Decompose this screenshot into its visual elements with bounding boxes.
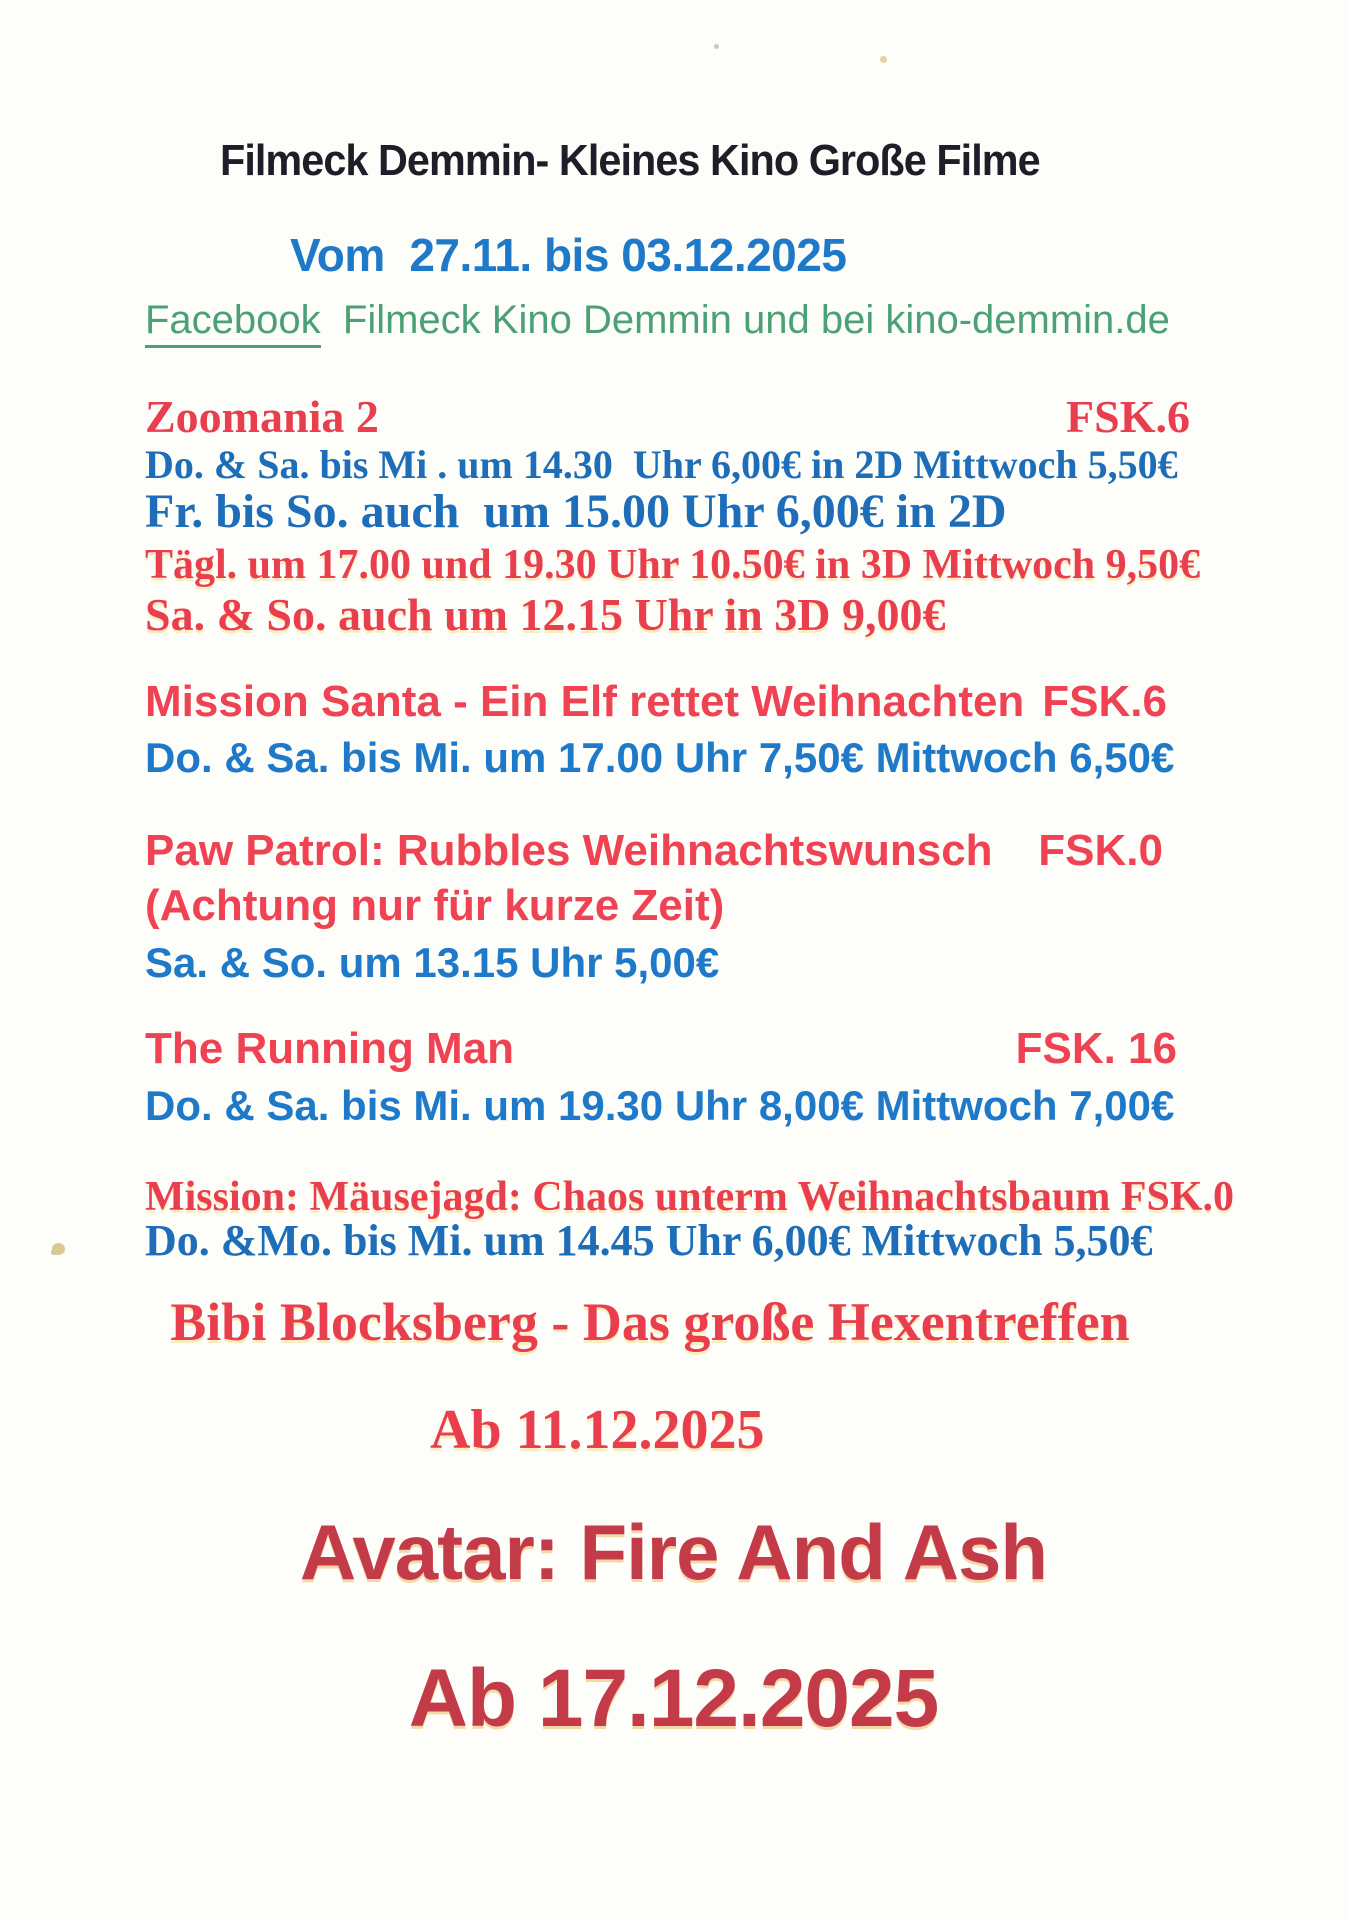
fsk-badge: FSK. 16 [1015,1024,1177,1073]
facebook-text: Filmeck Kino Demmin und bei kino-demmin.de [320,298,1170,342]
fsk-badge: FSK.6 [1066,391,1190,442]
upcoming-title-avatar: Avatar: Fire And Ash [299,1508,1048,1596]
page-title: Filmeck Demmin- Kleines Kino Große Filme [220,136,1040,185]
fsk-badge: FSK.6 [1042,677,1167,726]
movie-title-row-paw-patrol [145,826,1163,875]
date-range: Vom 27.11. bis 03.12.2025 [290,229,847,281]
scan-speck [880,56,887,63]
upcoming-start-date: Ab 11.12.2025 [430,1399,765,1461]
facebook-line [145,300,1170,340]
movie-title-row-maeusejagd: Mission: Mäusejagd: Chaos unterm Weihnachtsbaum FSK.0 [145,1174,1235,1220]
showtime-line: Do. & Sa. bis Mi. um 19.30 Uhr 8,00€ Mittwoch 7,00€ [145,1082,1175,1129]
showtime-line: Fr. bis So. auch um 15.00 Uhr 6,00€ in 2D [145,485,1007,538]
fsk-badge: FSK.0 [1038,826,1163,875]
showtime-line: Do. & Sa. bis Mi. um 17.00 Uhr 7,50€ Mittwoch 6,50€ [145,734,1175,781]
movie-title: Mission Santa - Ein Elf rettet Weihnachten [145,677,1025,726]
movie-title: Paw Patrol: Rubbles Weihnachtswunsch [145,826,993,875]
movie-title-row-zoomania [145,391,1190,442]
showtime-line: Sa. & So. auch um 12.15 Uhr in 3D 9,00€ [145,589,946,640]
movie-title-row-running-man [145,1024,1177,1073]
showtime-line: Tägl. um 17.00 und 19.30 Uhr 10.50€ in 3D Mittwoch 9,50€ [145,542,1201,588]
showtime-line: Sa. & So. um 13.15 Uhr 5,00€ [145,939,720,986]
movie-title: The Running Man [145,1024,515,1073]
movie-title-row-mission-santa [145,677,1167,726]
scan-speck [52,1243,65,1255]
movie-note: (Achtung nur für kurze Zeit) [145,881,725,930]
upcoming-title-bibi-blocksberg: Bibi Blocksberg - Das große Hexentreffen [170,1292,1130,1352]
movie-title: Zoomania 2 [145,391,379,442]
scan-speck [714,44,719,49]
upcoming-start-date: Ab 17.12.2025 [408,1653,939,1744]
facebook-link: Facebook [145,298,321,348]
showtime-line: Do. &Mo. bis Mi. um 14.45 Uhr 6,00€ Mittwoch 5,50€ [145,1216,1153,1265]
showtime-line: Do. & Sa. bis Mi . um 14.30 Uhr 6,00€ in 2D Mittwoch 5,50€ [145,442,1178,487]
